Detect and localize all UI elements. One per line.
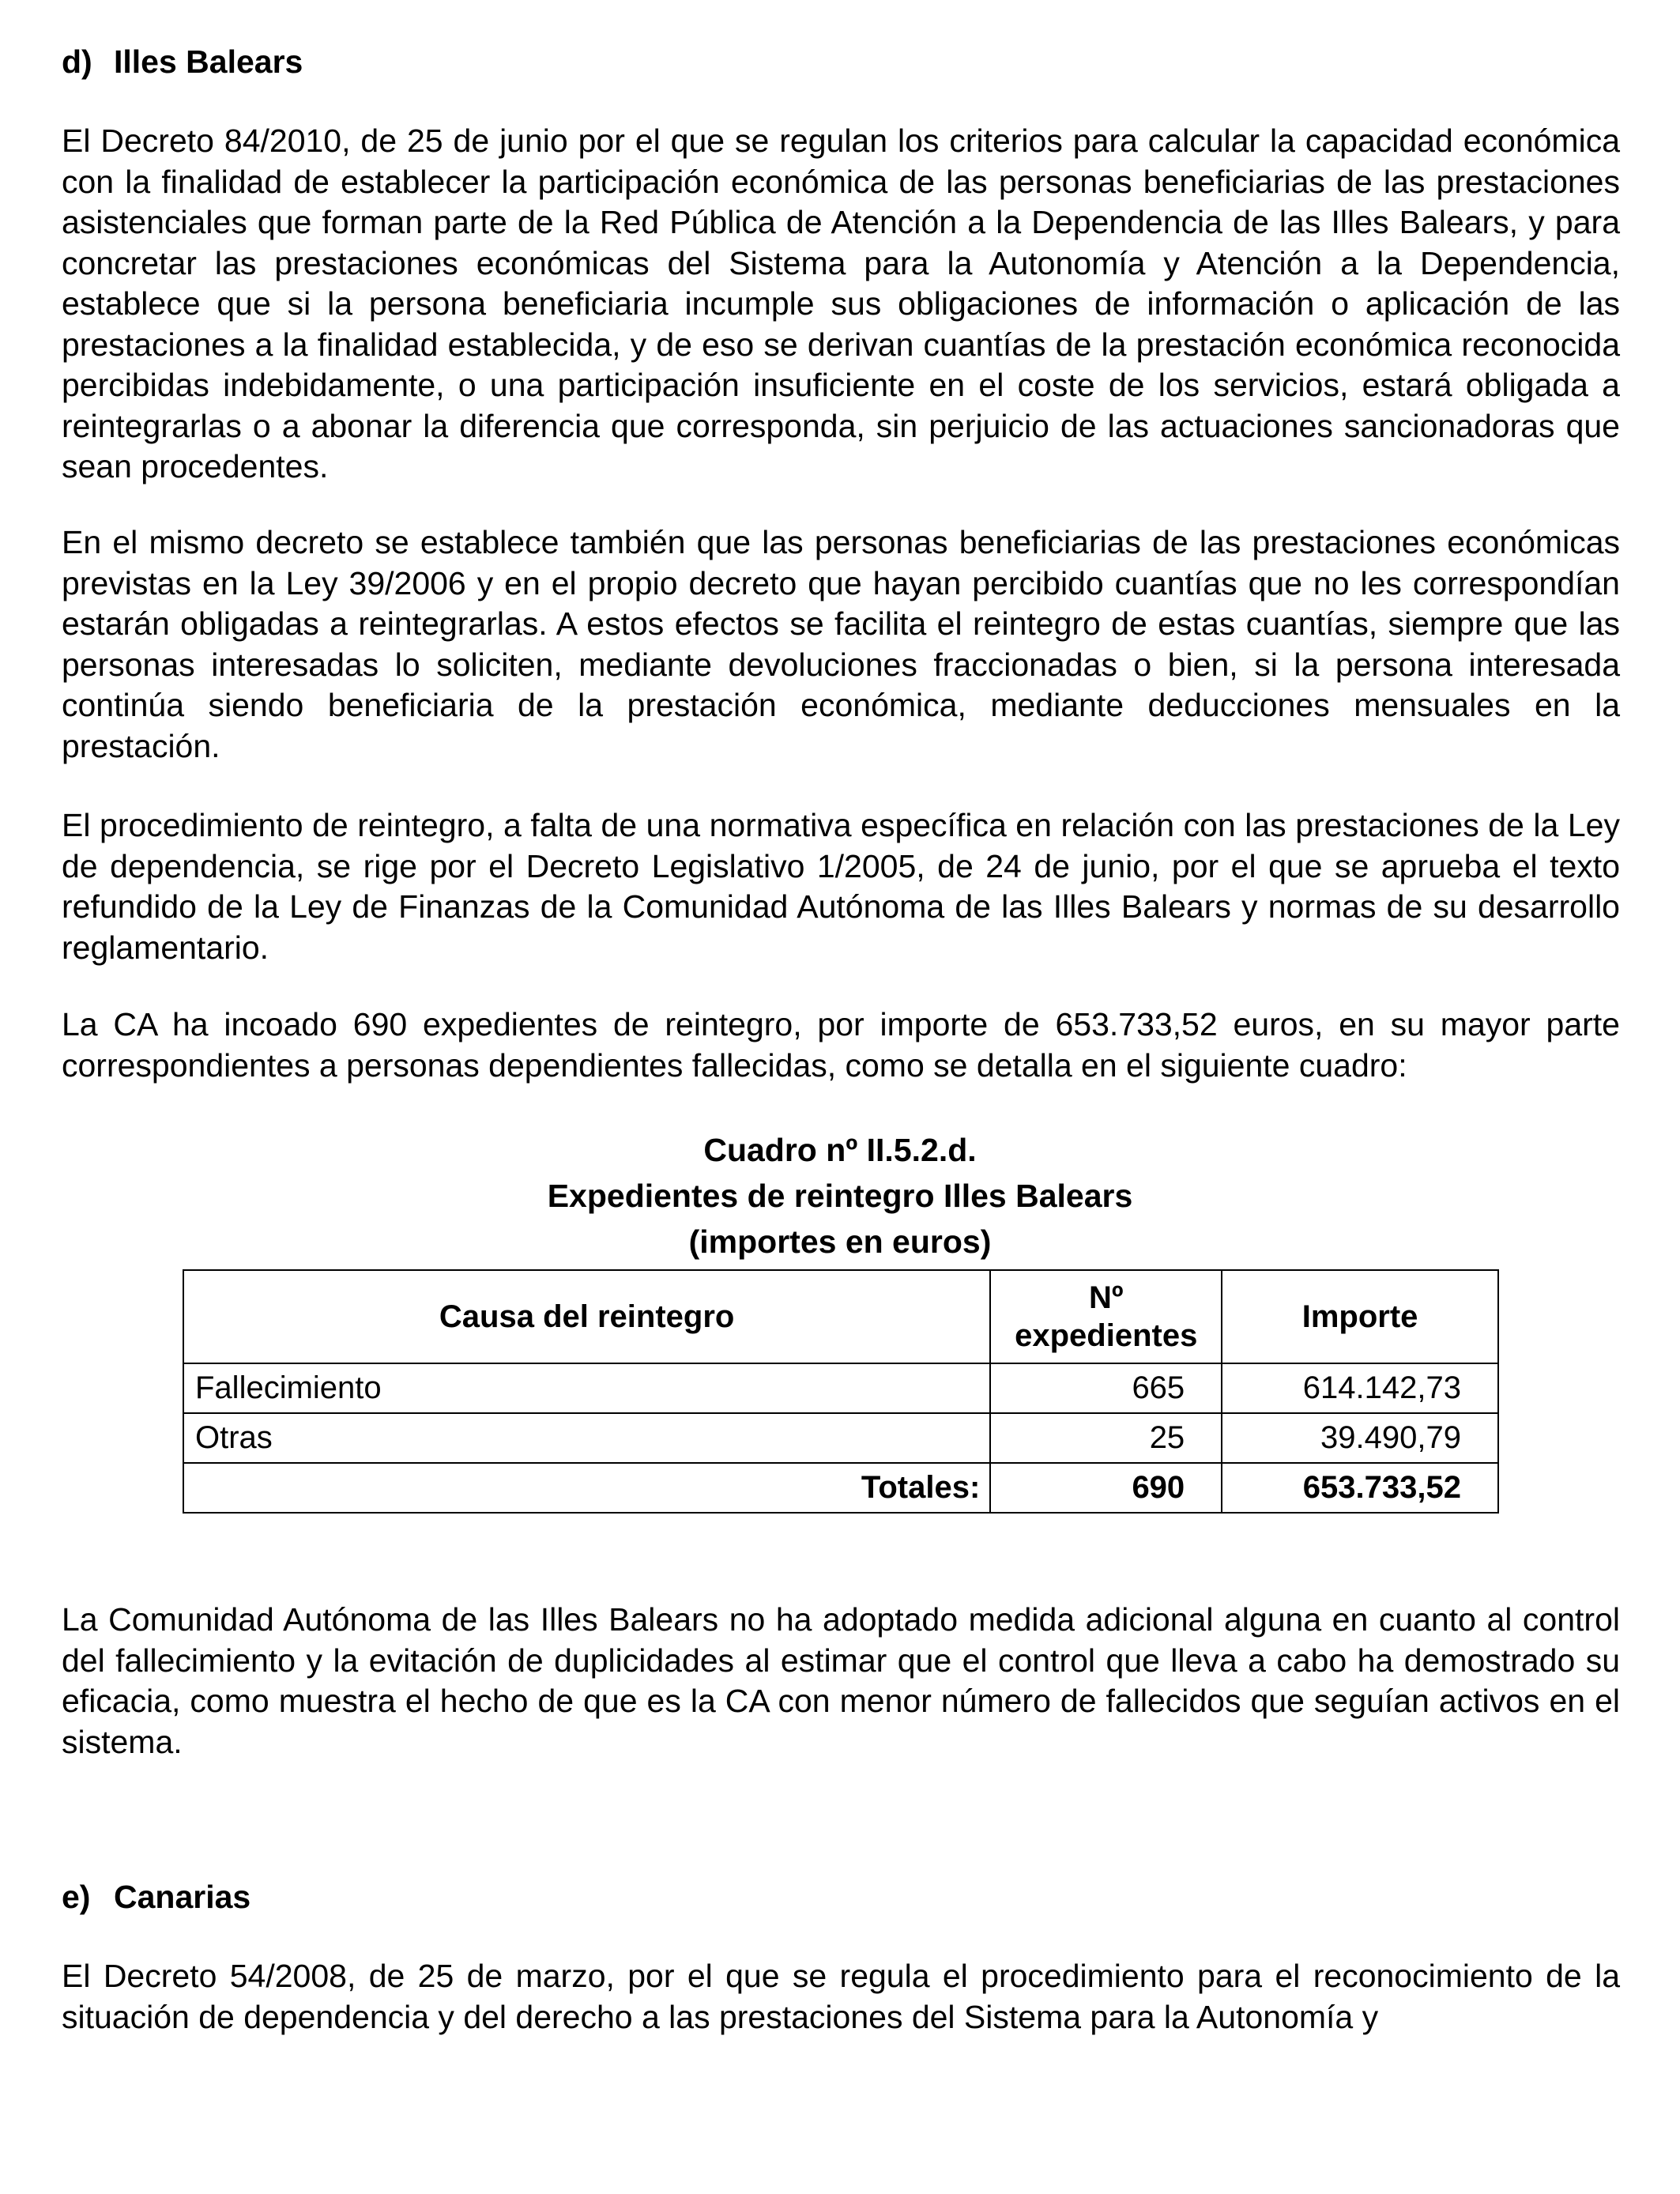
cell-amount: 39.490,79 — [1222, 1413, 1498, 1463]
table-caption-title: Expedientes de reintegro Illes Balears — [547, 1178, 1133, 1214]
table-caption-number: Cuadro nº II.5.2.d. — [703, 1132, 977, 1168]
section-d-closing: La Comunidad Autónoma de las Illes Balears no ha adoptado medida adicional alguna en cuanto al control del fallecimiento y la evitación de duplicidades al estimar que el control que lleva a cabo ha demostrado su eficacia, como muestra el hecho de que es la CA con menor número de fallecidos que seguían activos en el sistema. — [62, 1601, 1620, 1760]
section-e-title: Canarias — [114, 1879, 251, 1915]
section-d-paragraph-3: El procedimiento de reintegro, a falta de una normativa específica en relación con las prestaciones de la Ley de dependencia, se rige por el Decreto Legislativo 1/2005, de 24 de junio, por el que se aprueba el texto refundido de la Ley de Finanzas de la Comunidad Autónoma de las Illes Balears y normas de su desarrollo reglamentario. — [62, 807, 1620, 966]
total-amount: 653.733,52 — [1222, 1463, 1498, 1513]
section-d-heading — [62, 41, 303, 82]
total-label: Totales: — [183, 1463, 990, 1513]
header-count-line2: expedientes — [1015, 1318, 1198, 1353]
table-row — [183, 1363, 1498, 1413]
section-e-letter: e) — [62, 1879, 91, 1915]
reintegro-table — [183, 1269, 1499, 1514]
section-d-paragraph-4: La CA ha incoado 690 expedientes de reintegro, por importe de 653.733,52 euros, en su mayor parte correspondientes a personas dependientes fallecidas, como se detalla en el siguiente cuadro: — [62, 1006, 1620, 1084]
cell-cause: Otras — [183, 1413, 990, 1463]
section-d-paragraph-2: En el mismo decreto se establece también que las personas beneficiarias de las prestaciones económicas previstas en la Ley 39/2006 y en el propio decreto que hayan percibido cuantías que no les correspondían estarán obligadas a reintegrarlas. A estos efectos se facilita el reintegro de estas cuantías, siempre que las personas interesadas lo soliciten, mediante devoluciones fraccionadas o bien, si la persona interesada continúa siendo beneficiaria de la prestación económica, mediante deducciones mensuales en la prestación. — [62, 524, 1620, 764]
header-amount: Importe — [1222, 1270, 1498, 1363]
cell-count: 25 — [990, 1413, 1222, 1463]
table-total-row — [183, 1463, 1498, 1513]
cell-cause: Fallecimiento — [183, 1363, 990, 1413]
section-d-paragraph-1: El Decreto 84/2010, de 25 de junio por el que se regulan los criterios para calcular la capacidad económica con la finalidad de establecer la participación económica de las personas beneficiarias de las prestaciones asistenciales que forman parte de la Red Pública de Atención a la Dependencia de las Illes Balears, y para concretar las prestaciones económicas del Sistema para la Autonomía y Atención a la Dependencia, establece que si la persona beneficiaria incumple sus obligaciones de información o aplicación de las prestaciones a la finalidad establecida, y de eso se derivan cuantías de la prestación económica reconocida percibidas indebidamente, o una participación insuficiente en el coste de los servicios, estará obligada a reintegrarlas o a abonar la diferencia que corresponda, sin perjuicio de las actuaciones sancionadoras que sean procedentes. — [62, 123, 1620, 484]
total-count: 690 — [990, 1463, 1222, 1513]
table-caption-units: (importes en euros) — [688, 1223, 992, 1260]
header-count-line1: Nº — [1088, 1280, 1124, 1315]
cell-amount: 614.142,73 — [1222, 1363, 1498, 1413]
table-header-row — [183, 1270, 1498, 1363]
header-cause: Causa del reintegro — [183, 1270, 990, 1363]
section-d-letter: d) — [62, 43, 92, 80]
cell-count: 665 — [990, 1363, 1222, 1413]
section-e-paragraph-1: El Decreto 54/2008, de 25 de marzo, por el que se regula el procedimiento para el reconocimiento de la situación de dependencia y del derecho a las prestaciones del Sistema para la Autonomía y — [62, 1958, 1620, 2035]
header-count — [990, 1270, 1222, 1363]
table-caption — [0, 1127, 1680, 1265]
table-row — [183, 1413, 1498, 1463]
section-d-title: Illes Balears — [114, 43, 303, 80]
section-e-heading — [62, 1876, 250, 1917]
